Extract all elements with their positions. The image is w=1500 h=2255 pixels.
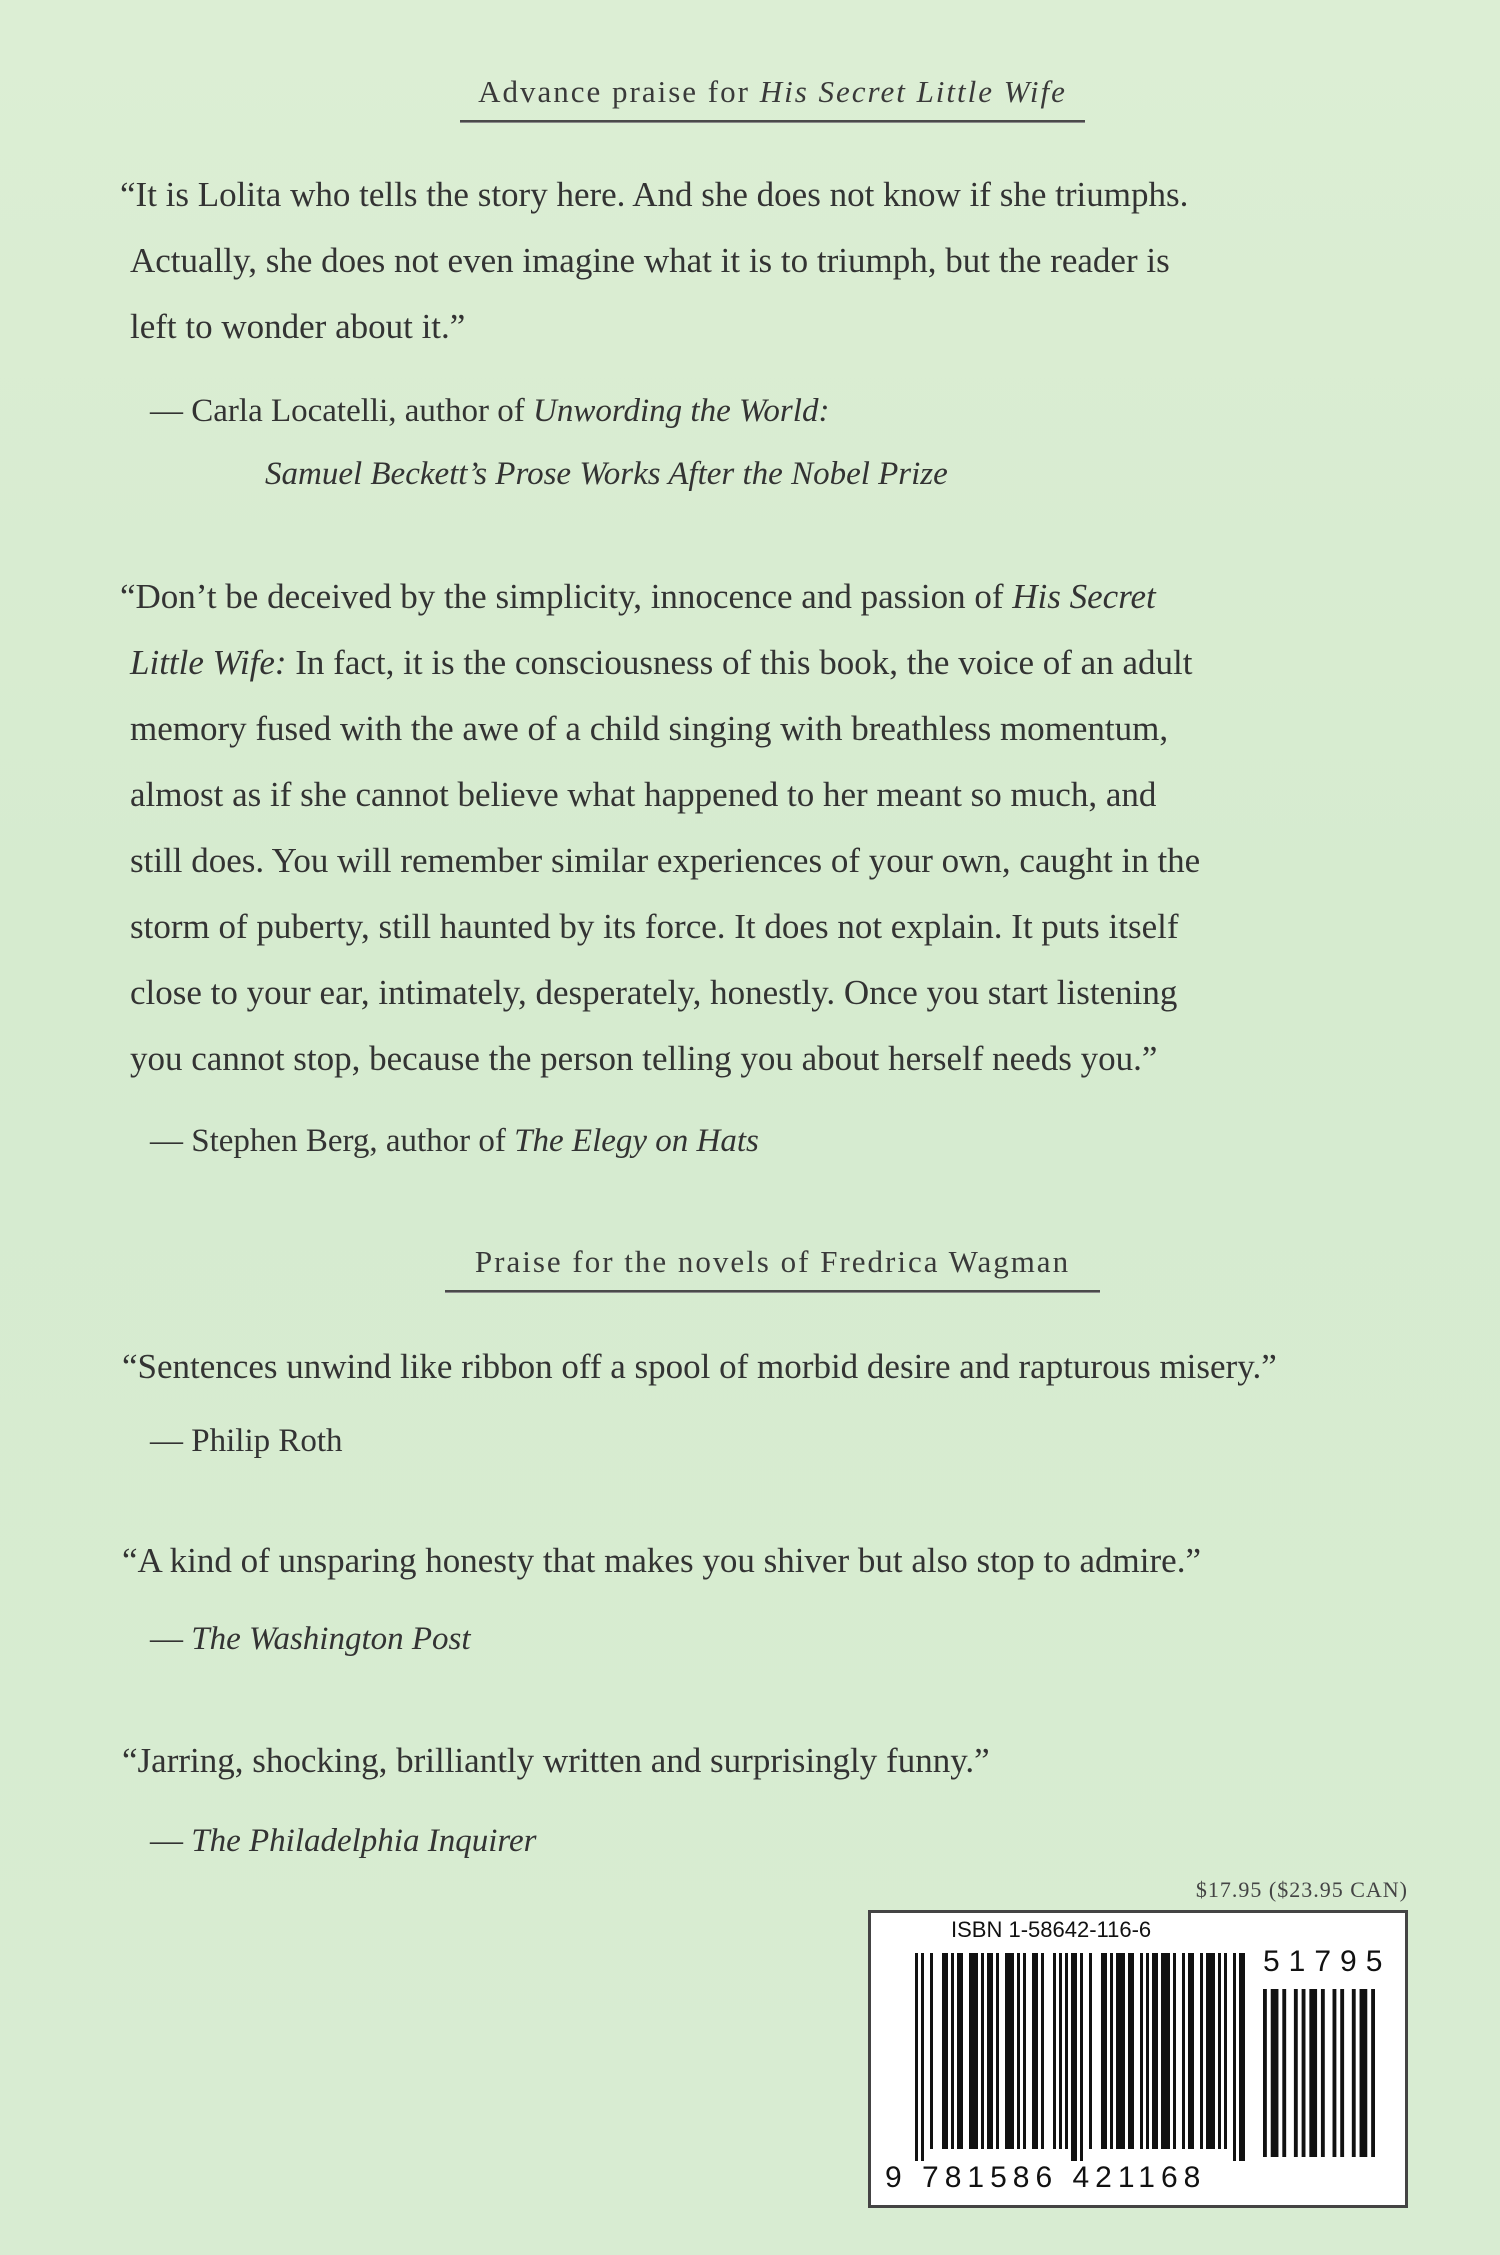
advance-praise-heading xyxy=(460,74,1085,123)
barcode-bar xyxy=(1352,1989,1356,2157)
barcode-bar xyxy=(930,1953,933,2149)
attribution-dash: — xyxy=(150,1621,192,1657)
novels-praise-heading xyxy=(445,1244,1100,1293)
quote-line: you cannot stop, because the person telling you about herself needs you.” xyxy=(130,1039,1158,1078)
quote-line: left to wonder about it.” xyxy=(130,307,466,346)
quote-line xyxy=(130,630,1380,696)
barcode-bar xyxy=(1333,1989,1337,2157)
barcode-bar xyxy=(1059,1953,1062,2149)
attribution-prefix: — Carla Locatelli, author of xyxy=(150,393,534,429)
barcode-bar xyxy=(1023,1953,1026,2149)
price-label: $17.95 ($23.95 CAN) xyxy=(1195,1877,1408,1902)
barcode-bar xyxy=(1233,1953,1236,2161)
barcode-bar xyxy=(1206,1953,1215,2149)
barcode-bar xyxy=(1128,1953,1134,2149)
quote-line: still does. You will remember similar experiences of your own, caught in the xyxy=(130,841,1201,880)
barcode-bar xyxy=(1200,1953,1203,2149)
barcode-bar xyxy=(1340,1989,1344,2157)
barcode-box xyxy=(868,1910,1408,2208)
attribution-locatelli xyxy=(150,378,829,444)
barcode-bar xyxy=(1146,1953,1149,2149)
attribution-work: The Elegy on Hats xyxy=(514,1123,759,1159)
barcode-bar xyxy=(1017,1953,1020,2149)
quote-line: “It is Lolita who tells the story here. And she does not know if she triumphs. xyxy=(120,175,1189,214)
barcode-bar xyxy=(915,1953,918,2161)
attribution-work-continued: Samuel Beckett’s Prose Works After the Nobel Prize xyxy=(265,456,948,492)
barcode-bar xyxy=(1152,1953,1158,2149)
quote-philadelphia-inquirer: “Jarring, shocking, brilliantly written and surprisingly funny.” xyxy=(122,1741,990,1780)
attribution-dash: — xyxy=(150,1823,192,1859)
barcode-bar xyxy=(1173,1953,1176,2149)
barcode-bar xyxy=(1321,1989,1325,2157)
barcode-bar xyxy=(1005,1953,1014,2149)
barcode-bar xyxy=(1239,1953,1245,2161)
attribution-dash: — xyxy=(150,1423,192,1459)
quote-roth: “Sentences unwind like ribbon off a spool of morbid desire and rapturous misery.” xyxy=(122,1347,1277,1386)
barcode-bar xyxy=(981,1953,984,2149)
barcode-bar xyxy=(1218,1953,1221,2149)
isbn-label: ISBN 1-58642-116-6 xyxy=(951,1917,1152,1942)
barcode-bar xyxy=(1080,1953,1083,2161)
barcode-bar xyxy=(1140,1953,1143,2149)
barcode-bar xyxy=(1071,1953,1077,2161)
quote-line: storm of puberty, still haunted by its force. It does not explain. It puts itself xyxy=(130,907,1179,946)
barcode-bar xyxy=(1188,1953,1194,2149)
attribution-berg xyxy=(150,1108,759,1174)
quote-line xyxy=(120,564,1380,630)
attribution-source: The Washington Post xyxy=(191,1621,471,1657)
barcode-main-bars xyxy=(915,1953,1245,2161)
barcode-bar xyxy=(987,1953,993,2149)
attribution-work: Unwording the World: xyxy=(533,393,830,429)
heading-rule xyxy=(445,1290,1100,1293)
quote-line: Actually, she does not even imagine what it is to triumph, but the reader is xyxy=(130,241,1170,280)
barcode-digits: 9 781586 421168 xyxy=(885,2161,1207,2194)
barcode-bar xyxy=(1309,1989,1317,2157)
heading-rule xyxy=(460,120,1085,123)
barcode-bar xyxy=(996,1953,999,2149)
barcode-bar xyxy=(1282,1989,1286,2157)
barcode-bar xyxy=(1101,1953,1107,2149)
barcode-bar xyxy=(1065,1953,1068,2149)
barcode-bar xyxy=(1371,1989,1375,2157)
barcode-bar xyxy=(1302,1989,1306,2157)
barcode-bar xyxy=(1041,1953,1044,2149)
barcode-bar xyxy=(1053,1953,1056,2149)
barcode-bar xyxy=(951,1953,954,2149)
attribution-source: The Philadelphia Inquirer xyxy=(191,1823,537,1859)
barcode-bar xyxy=(1360,1989,1368,2157)
novels-heading-text: Praise for the novels of Fredrica Wagman xyxy=(474,1244,1071,1279)
attribution-washington-post xyxy=(150,1606,471,1672)
barcode-bar xyxy=(1089,1953,1092,2149)
barcode-bar xyxy=(969,1953,978,2149)
quote-line: memory fused with the awe of a child singing with breathless momentum, xyxy=(130,709,1169,748)
attribution-philadelphia-inquirer xyxy=(150,1808,537,1874)
barcode-bar xyxy=(1224,1953,1227,2149)
barcode-bar xyxy=(957,1953,963,2149)
barcode-bar xyxy=(1161,1953,1170,2149)
book-title: His Secret xyxy=(1012,577,1156,616)
quote-text: In fact, it is the consciousness of this book, the voice of an adult xyxy=(286,643,1193,682)
barcode-bar xyxy=(1182,1953,1185,2149)
quote-line: close to your ear, intimately, desperately, honestly. Once you start listening xyxy=(130,973,1178,1012)
barcode-bar xyxy=(1294,1989,1298,2157)
barcode-bar xyxy=(1271,1989,1279,2157)
barcode-bar xyxy=(1263,1989,1267,2157)
barcode-addon-bars xyxy=(1263,1989,1375,2157)
quote-berg xyxy=(120,564,1380,1092)
barcode-price-code: 51795 xyxy=(1263,1945,1392,1978)
barcode-bar xyxy=(1110,1953,1113,2149)
attribution-prefix: — Stephen Berg, author of xyxy=(150,1123,515,1159)
advance-heading-prefix: Advance praise for xyxy=(478,74,760,109)
book-title: Little Wife: xyxy=(130,643,287,682)
barcode-bar xyxy=(1116,1953,1125,2149)
attribution-source: Philip Roth xyxy=(191,1423,343,1459)
barcode-bar xyxy=(1032,1953,1038,2149)
quote-locatelli xyxy=(120,162,1380,360)
barcode-bar xyxy=(942,1953,948,2149)
advance-heading-title: His Secret Little Wife xyxy=(759,74,1067,109)
quote-text: “Don’t be deceived by the simplicity, innocence and passion of xyxy=(120,577,1013,616)
barcode-bar xyxy=(921,1953,924,2161)
attribution-roth xyxy=(150,1408,343,1474)
quote-washington-post: “A kind of unsparing honesty that makes you shiver but also stop to admire.” xyxy=(122,1541,1201,1580)
quote-line: almost as if she cannot believe what happened to her meant so much, and xyxy=(130,775,1157,814)
